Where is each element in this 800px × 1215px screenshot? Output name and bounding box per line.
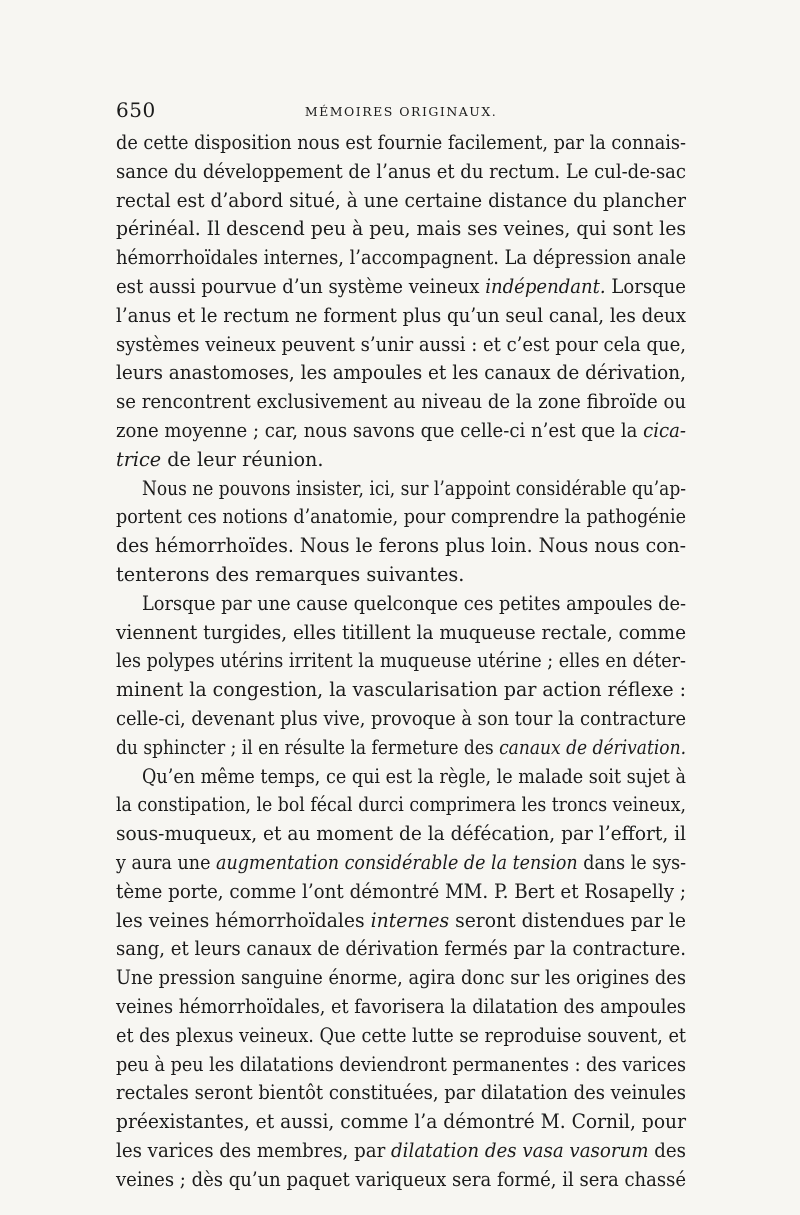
- line-text: la constipation, le bol fécal durci comprimera les troncs veineux,: [116, 793, 686, 817]
- italic-text: cica-: [637, 418, 686, 442]
- line-text: les polypes utérins irritent la muqueuse utérine ; elles en déter-: [116, 649, 686, 673]
- italic-text: canaux de dérivation.: [493, 735, 686, 759]
- line-text: Nous ne pouvons insister, ici, sur l’appoint considérable qu’ap-: [142, 476, 686, 500]
- line-text: se rencontrent exclusivement au niveau de la zone fibroïde ou: [116, 390, 686, 414]
- text-line-content: [116, 1079, 686, 1108]
- italic-text: internes: [364, 908, 450, 932]
- line-text: celle-ci, devenant plus vive, provoque à son tour la contracture: [116, 706, 686, 730]
- text-line: [116, 388, 686, 417]
- text-line-content: [116, 302, 686, 331]
- text-line: [116, 561, 686, 590]
- text-line-content: [142, 475, 686, 504]
- text-line: [116, 935, 686, 964]
- line-text: des: [648, 1138, 686, 1162]
- line-text: minent la congestion, la vascularisation par action réflexe :: [116, 678, 686, 702]
- text-line-content: [116, 1137, 686, 1166]
- text-line: [116, 187, 686, 216]
- text-line: [116, 158, 686, 187]
- line-text: sang, et leurs canaux de dérivation fermés par la contracture.: [116, 937, 686, 961]
- line-text: leurs anastomoses, les ampoules et les canaux de dérivation,: [116, 361, 686, 385]
- text-line: [116, 446, 686, 475]
- line-text: tème porte, comme l’ont démontré MM. P. Bert et Rosapelly ;: [116, 879, 686, 903]
- text-line: [116, 1108, 686, 1137]
- text-line: [116, 215, 686, 244]
- text-line: [116, 590, 686, 619]
- text-line: [116, 503, 686, 532]
- text-line: [116, 532, 686, 561]
- text-line: [116, 705, 686, 734]
- text-line: [116, 964, 686, 993]
- line-text: portent ces notions d’anatomie, pour comprendre la pathogénie: [116, 505, 686, 529]
- italic-text: augmentation considérable de la tension: [210, 850, 578, 874]
- page-header: [116, 98, 686, 128]
- text-line: [116, 1022, 686, 1051]
- line-text: y aura une: [116, 850, 211, 874]
- text-line-content: [116, 215, 686, 244]
- line-text: et des plexus veineux. Que cette lutte se reproduise souvent, et: [116, 1023, 686, 1047]
- text-line-content: [116, 878, 686, 907]
- page-number: 650: [116, 98, 156, 122]
- text-line: [116, 129, 686, 158]
- text-line: [116, 647, 686, 676]
- line-text: veines ; dès qu’un paquet variqueux sera formé, il sera chassé: [116, 1167, 686, 1191]
- line-text: dans le sys-: [577, 850, 686, 874]
- text-line: [116, 331, 686, 360]
- text-line-content: [142, 763, 686, 792]
- line-text: tenterons des remarques suivantes.: [116, 562, 465, 586]
- text-line-content: [116, 417, 686, 446]
- text-line-content: [116, 388, 686, 417]
- body-text: [116, 129, 686, 1194]
- text-line: [116, 302, 686, 331]
- text-line: [116, 993, 686, 1022]
- line-text: veines hémorrhoïdales, et favorisera la dilatation des ampoules: [116, 994, 686, 1018]
- italic-text: dilatation des vasa vasorum: [385, 1138, 649, 1162]
- line-text: l’anus et le rectum ne forment plus qu’un seul canal, les deux: [116, 303, 686, 327]
- text-line: [116, 676, 686, 705]
- text-line-content: [116, 503, 686, 532]
- line-text: Lorsque par une cause quelconque ces petites ampoules de-: [142, 591, 686, 615]
- text-line: [116, 475, 686, 504]
- text-line-content: [116, 676, 686, 705]
- text-line: [116, 359, 686, 388]
- text-line-content: [116, 129, 686, 158]
- line-text: de cette disposition nous est fournie facilement, par la connais-: [116, 131, 686, 154]
- text-line-content: [116, 907, 686, 936]
- line-text: Une pression sanguine énorme, agira donc sur les origines des: [116, 966, 686, 990]
- line-text: sous-muqueux, et au moment de la défécation, par l’effort, il: [116, 822, 686, 846]
- text-line-content: [116, 158, 686, 187]
- line-text: hémorrhoïdales internes, l’accompagnent. La dépression anale: [116, 246, 686, 270]
- text-line-content: [116, 734, 686, 763]
- line-text: des hémorrhoïdes. Nous le ferons plus loin. Nous nous con-: [116, 534, 686, 558]
- line-text: rectales seront bientôt constituées, par dilatation des veinules: [116, 1081, 686, 1105]
- text-line-content: [116, 1051, 686, 1080]
- text-line-content: [116, 993, 686, 1022]
- text-line: [116, 791, 686, 820]
- text-line-content: [116, 964, 686, 993]
- line-text: périnéal. Il descend peu à peu, mais ses veines, qui sont les: [116, 217, 686, 241]
- running-title: MÉMOIRES ORIGINAUX.: [304, 104, 498, 119]
- line-text: Lorsque: [605, 274, 686, 298]
- text-line: [116, 820, 686, 849]
- line-text: préexistantes, et aussi, comme l’a démontré M. Cornil, pour: [116, 1110, 686, 1134]
- text-line-content: [116, 359, 686, 388]
- line-text: zone moyenne ; car, nous savons que celle-ci n’est que la: [116, 418, 638, 442]
- line-text: de leur réunion.: [161, 447, 324, 471]
- italic-text: trice: [116, 447, 162, 471]
- text-line-content: [116, 244, 686, 273]
- line-text: les veines hémorrhoïdales: [116, 908, 365, 932]
- text-line-content: [116, 187, 686, 216]
- text-line-content: [116, 561, 464, 590]
- text-line: [116, 1051, 686, 1080]
- line-text: rectal est d’abord situé, à une certaine distance du plancher: [116, 188, 686, 212]
- text-line-content: [116, 446, 323, 475]
- line-text: peu à peu les dilatations deviendront permanentes : des varices: [116, 1052, 686, 1076]
- text-line: [116, 763, 686, 792]
- text-line-content: [116, 705, 686, 734]
- text-line: [116, 734, 686, 763]
- line-text: les varices des membres, par: [116, 1138, 386, 1162]
- text-line-content: [116, 532, 686, 561]
- text-line: [116, 907, 686, 936]
- text-line-content: [116, 935, 686, 964]
- line-text: seront distendues par le: [449, 908, 686, 932]
- line-text: systèmes veineux peuvent s’unir aussi : et c’est pour cela que,: [116, 332, 686, 356]
- text-line: [116, 619, 686, 648]
- text-line-content: [116, 619, 686, 648]
- line-text: viennent turgides, elles titillent la muqueuse rectale, comme: [116, 620, 686, 644]
- italic-text: indépendant.: [479, 274, 606, 298]
- text-line: [116, 417, 686, 446]
- text-line-content: [116, 331, 686, 360]
- text-line: [116, 1166, 686, 1195]
- text-line: [116, 1137, 686, 1166]
- line-text: Qu’en même temps, ce qui est la règle, le malade soit sujet à: [142, 764, 686, 788]
- text-line: [116, 244, 686, 273]
- text-line: [116, 849, 686, 878]
- text-line: [116, 878, 686, 907]
- line-text: du sphincter ; il en résulte la fermeture des: [116, 735, 494, 759]
- text-line-content: [116, 647, 686, 676]
- text-line-content: [116, 1108, 686, 1137]
- text-line-content: [116, 820, 686, 849]
- text-line-content: [116, 791, 686, 820]
- line-text: sance du développement de l’anus et du rectum. Le cul-de-sac: [116, 159, 686, 183]
- text-line-content: [116, 1166, 686, 1195]
- text-line-content: [116, 273, 686, 302]
- text-line: [116, 1079, 686, 1108]
- text-line-content: [116, 1022, 686, 1051]
- line-text: est aussi pourvue d’un système veineux: [116, 274, 480, 298]
- text-line-content: [142, 590, 686, 619]
- text-line: [116, 273, 686, 302]
- text-line-content: [116, 849, 686, 878]
